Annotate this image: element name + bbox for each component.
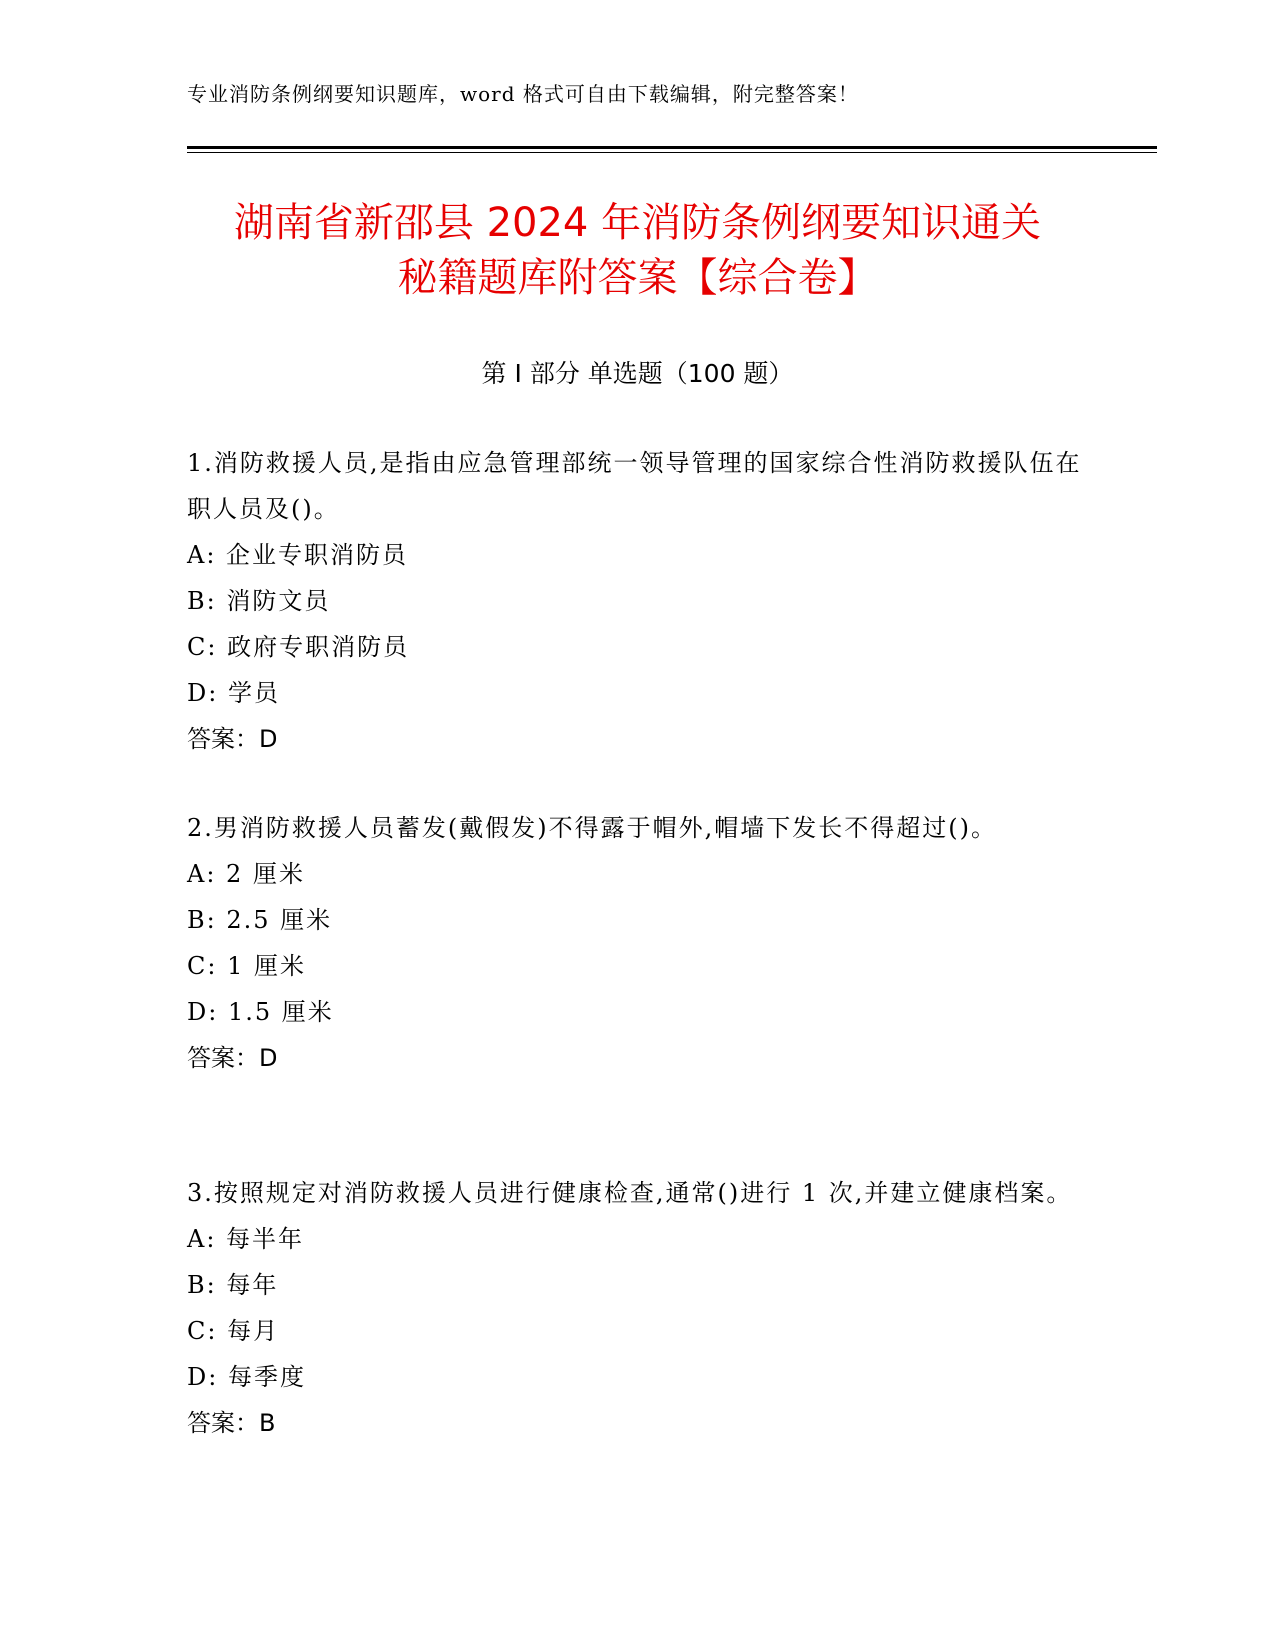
question-stem: 3.按照规定对消防救援人员进行健康检查,通常()进行 1 次,并建立健康档案。 [187, 1179, 1073, 1207]
option-a: A: 2 厘米 [187, 860, 305, 888]
option-a: A: 每半年 [187, 1225, 305, 1253]
header-note: 专业消防条例纲要知识题库，word 格式可自由下载编辑，附完整答案！ [187, 82, 859, 106]
option-c: C: 1 厘米 [187, 952, 306, 980]
document-title [150, 196, 1125, 306]
answer: 答案：D [187, 725, 278, 753]
header-rule-thin [187, 152, 1157, 153]
option-d: D: 学员 [187, 679, 280, 707]
option-a: A: 企业专职消防员 [187, 541, 409, 569]
answer: 答案：B [187, 1409, 276, 1437]
answer: 答案：D [187, 1044, 278, 1072]
question-3 [187, 1170, 1087, 1446]
section-title: 第 I 部分 单选题（100 题） [481, 359, 794, 388]
question-1 [187, 440, 1087, 762]
option-c: C: 政府专职消防员 [187, 633, 410, 661]
option-d: D: 每季度 [187, 1363, 306, 1391]
option-b: B: 消防文员 [187, 587, 331, 615]
option-b: B: 每年 [187, 1271, 279, 1299]
option-d: D: 1.5 厘米 [187, 998, 334, 1026]
option-c: C: 每月 [187, 1317, 280, 1345]
question-stem: 2.男消防救援人员蓄发(戴假发)不得露于帽外,帽墙下发长不得超过()。 [187, 814, 997, 842]
document-title-line-2: 秘籍题库附答案【综合卷】 [397, 255, 878, 301]
question-stem: 1.消防救援人员,是指由应急管理部统一领导管理的国家综合性消防救援队伍在职人员及()。 [187, 449, 1082, 523]
header-rule-thick [187, 146, 1157, 149]
option-b: B: 2.5 厘米 [187, 906, 333, 934]
question-2 [187, 805, 1087, 1081]
document-title-line-1: 湖南省新邵县 2024 年消防条例纲要知识通关 [233, 200, 1042, 246]
